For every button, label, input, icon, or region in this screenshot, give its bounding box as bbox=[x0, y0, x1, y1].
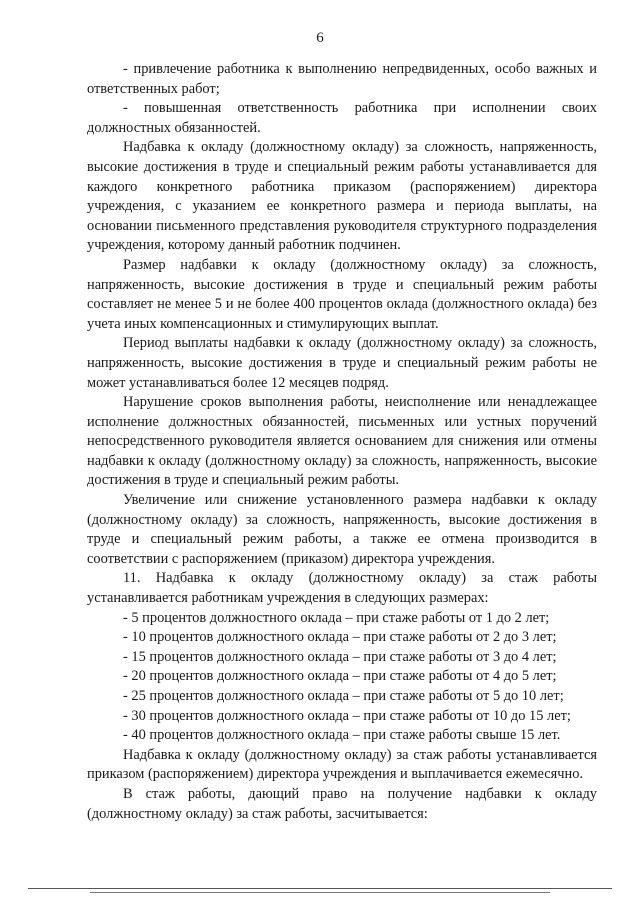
list-item: - 40 процентов должностного оклада – при стаже работы свыше 15 лет. bbox=[123, 727, 561, 744]
paragraph: 11. Надбавка к окладу (должностному окладу) за стаж работы устанавливается работникам учреждения в следующих размерах: bbox=[87, 570, 597, 607]
scan-edge-line bbox=[28, 888, 612, 889]
paragraph: В стаж работы, дающий право на получение надбавки к окладу (должностному окладу) за стаж работы, засчитывается: bbox=[87, 785, 597, 822]
paragraph: Период выплаты надбавки к окладу (должностному окладу) за сложность, напряженность, высокие достижения в труде и специальный режим работы не может устанавливаться более 12 месяцев подряд. bbox=[87, 335, 597, 391]
paragraph: Надбавка к окладу (должностному окладу) за стаж работы устанавливается приказом (распоряжением) директора учреждения и выплачивается ежемесячно. bbox=[87, 746, 597, 783]
list-item: - 10 процентов должностного оклада – при стаже работы от 2 до 3 лет; bbox=[123, 629, 557, 646]
list-item: - 25 процентов должностного оклада – при стаже работы от 5 до 10 лет; bbox=[123, 688, 564, 704]
paragraph: Надбавка к окладу (должностному окладу) за сложность, напряженность, высокие достижения в труде и специальный режим работы устанавливается для каждого конкретного работника приказом (распоряжением) директора учреждения, с указанием ее конкретного размера и периода выплаты, на основании письменного представления руководителя структурного подразделения учреждения, которому данный работник подчинен. bbox=[87, 139, 597, 254]
paragraph: Размер надбавки к окладу (должностному окладу) за сложность, напряженность, высокие достижения в труде и специальный режим работы составляет не менее 5 и не более 400 процентов оклада (должностного оклада) без учета иных компенсационных и стимулирующих выплат. bbox=[87, 256, 597, 332]
paragraph: - повышенная ответственность работника при исполнении своих должностных обязанностей. bbox=[87, 100, 597, 136]
list-item: - 20 процентов должностного оклада – при стаже работы от 4 до 5 лет; bbox=[123, 668, 557, 685]
scan-edge-line bbox=[90, 892, 550, 893]
list-item: - 15 процентов должностного оклада – при стаже работы от 3 до 4 лет; bbox=[123, 648, 557, 665]
paragraph: - привлечение работника к выполнению непредвиденных, особо важных и ответственных работ; bbox=[87, 61, 597, 97]
paragraph: Увеличение или снижение установленного размера надбавки к окладу (должностному окладу) за сложность, напряженность, высокие достижения в труде и специальный режим работы, а также ее отмена производится в соответствии с распоряжением (приказом) директора учреждения. bbox=[87, 492, 597, 567]
list-item: - 30 процентов должностного оклада – при стаже работы от 10 до 15 лет; bbox=[123, 707, 571, 724]
document-body bbox=[87, 60, 597, 824]
page-number: 6 bbox=[316, 30, 324, 46]
list-item: - 5 процентов должностного оклада – при стаже работы от 1 до 2 лет; bbox=[123, 609, 550, 626]
paragraph: Нарушение сроков выполнения работы, неисполнение или ненадлежащее исполнение должностных обязанностей, письменных или устных поручений непосредственного руководителя является основанием для снижения или отмены надбавки к окладу (должностному окладу) за сложность, напряженность, высокие достижения в труде и специальный режим работы. bbox=[87, 394, 597, 489]
